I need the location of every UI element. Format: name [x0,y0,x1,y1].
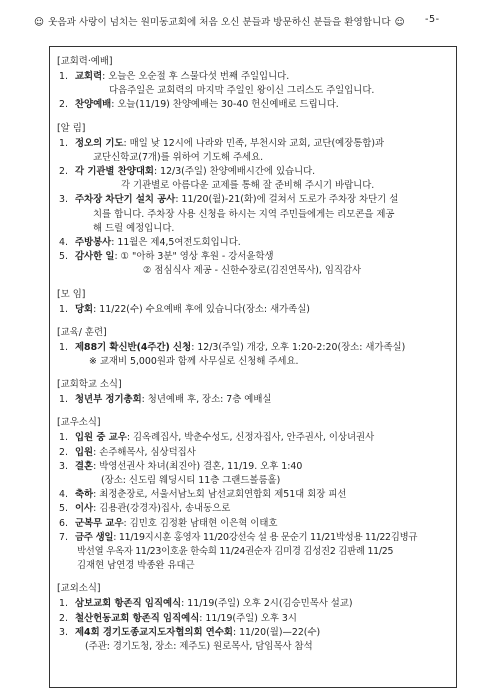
item-text: : 11월은 제4,5여전도회입니다. [111,237,241,249]
section-title: [모 임] [57,288,86,300]
item-label: 당회 [75,303,94,315]
item-label: 철산헌동교회 항존직 임직예식 [75,612,200,624]
item-continuation: 각 기관별로 아름다운 교제를 통해 잘 준비해 주시기 바랍니다. [121,180,375,192]
item-text: : 박영선권사 차녀(최진아) 결혼, 11/19. 오후 1:40 [93,460,303,472]
list-item: 1. 정오의 기도: 매일 낮 12시에 나라와 민족, 부천시와 교회, 교단(예장통합)과 [59,137,385,149]
item-text: : 김옥례집사, 박춘수성도, 신정자집사, 안주권사, 이상녀권사 [126,432,375,444]
section-title: [교회력·예배] [57,56,113,67]
item-text: : 매일 낮 12시에 나라와 민족, 부천시와 교회, 교단(예장통합)과 [123,137,385,149]
item-continuation: ② 점심식사 제공 - 신한수장로(김진연목사), 임직감사 [143,265,362,277]
section-external [57,581,452,654]
item-label: 제88기 확신반(4주간) 신청 [75,341,192,353]
welcome-line [33,14,406,28]
item-continuation: 치를 합니다. 주차장 사용 신청을 하시는 지역 주민들에게는 리모콘을 제공 [93,208,395,220]
item-continuation: 다음주일은 교회력의 마지막 주일인 왕이신 그리스도 주일입니다. [109,85,375,97]
section-meeting [57,287,452,317]
list-item: 1. 청년부 정기총회: 청년예배 후, 장소: 7층 예배실 [59,394,272,406]
item-label: 감사한 일 [75,251,115,263]
item-label: 각 기관별 찬양대회 [75,166,154,178]
section-title: [교우소식] [57,417,101,429]
item-label: 입원 중 교우 [75,432,127,444]
item-label: 금주 생일 [75,531,114,543]
item-label: 찬양예배 [75,99,112,111]
item-label: 청년부 정기총회 [75,394,142,406]
list-item: 3. 결혼: 박영선권사 차녀(최진아) 결혼, 11/19. 오후 1:40 [59,460,303,472]
item-text: : 11/19(주일) 오후 2시(김승민목사 설교) [181,598,353,610]
list-item: 1. 입원 중 교우: 김옥례집사, 박춘수성도, 신정자집사, 안주권사, 이상녀권사 [59,432,375,444]
smiley-icon: ☺ [394,17,405,28]
item-label: 교회력 [75,71,103,82]
list-item: 1. 교회력: 오늘은 오순절 후 스물다섯 번째 주일입니다. [59,71,290,82]
smiley-icon: ☺ [33,17,44,28]
item-label: 군복무 교우 [75,517,124,529]
list-item: 1. 제88기 확신반(4주간) 신청: 12/3(주일) 개강, 오후 1:20-2:20(장소: 새가족실) [59,341,406,353]
list-item: 2. 철산헌동교회 항존직 임직예식: 11/19(주일) 오후 3시 [59,612,297,624]
item-text: : 김용관(강경자)집사, 송내동으로 [93,503,231,515]
item-text: : 11/22(수) 수요예배 후에 있습니다(장소: 새가족실) [93,303,310,315]
section-worship [57,54,452,113]
item-text: : 청년예배 후, 장소: 7층 예배실 [141,394,272,406]
list-item: 2. 각 기관별 찬양대회: 12/3(주일) 찬양예배시간에 있습니다. [59,166,316,178]
list-item: 3. 제4회 경기도종교지도자협의회 연수회: 11/20(월)—22(수) [59,626,321,638]
bulletin-content [57,54,452,662]
list-item: 5. 감사한 일: ① "아하 3분" 영상 후원 - 강서윤학생 [59,251,274,263]
item-text: : 12/3(주일) 개강, 오후 1:20-2:20(장소: 새가족실) [191,341,406,353]
item-text: : ① "아하 3분" 영상 후원 - 강서윤학생 [114,251,274,263]
item-label: 결혼 [75,460,94,472]
item-label: 이사 [75,503,94,515]
item-label: 축하 [75,489,94,501]
item-label: 정오의 기도 [75,137,124,149]
item-text: : 김민호 김정환 남태현 이은혁 이태호 [123,517,278,529]
item-text: : 12/3(주일) 찬양예배시간에 있습니다. [153,166,316,178]
list-item: 5. 이사: 김용관(강경자)집사, 송내동으로 [59,503,231,515]
item-continuation: ※ 교재비 5,000원과 함께 사무실로 신청해 주세요. [89,356,299,368]
item-text: : 11/20(월)-21(화)에 걸쳐서 도로가 주차장 차단기 설 [175,194,399,206]
section-notices [57,121,452,279]
list-item: 2. 찬양예배: 오늘(11/19) 찬양예배는 30-40 헌신예배로 드립니다. [59,99,339,111]
item-text: : 최정춘장로, 서울서남노회 남선교회연합회 제51대 회장 피선 [93,489,347,501]
item-label: 주차장 차단기 설치 공사 [75,194,176,206]
section-title: [교회학교 소식] [57,379,122,391]
item-continuation: 박선열 우옥자 11/23이호윤 한숙희 11/24권순자 김미경 김성진2 김판례 11/25 [77,546,394,558]
item-continuation: (주관: 경기도청, 장소: 제주도) 원로목사, 담임목사 참석 [85,641,313,653]
item-continuation: 김재현 남연경 박종완 유대근 [77,560,195,572]
page-number: -5- [425,14,440,25]
item-text: : 11/19지시훈 홍영자 11/20강선숙 설 용 문순기 11/21박성용 11/22김병규 [113,531,418,543]
list-item: 3. 주차장 차단기 설치 공사: 11/20(월)-21(화)에 걸쳐서 도로가 주차장 차단기 설 [59,194,399,206]
item-text: : 오늘은 오순절 후 스물다섯 번째 주일입니다. [102,71,290,82]
item-label: 주방봉사 [75,237,112,249]
item-text: : 손주해목사, 심상덕집사 [93,446,196,458]
list-item: 6. 군복무 교우: 김민호 김정환 남태현 이은혁 이태호 [59,517,278,529]
list-item: 4. 축하: 최정춘장로, 서울서남노회 남선교회연합회 제51대 회장 피선 [59,489,347,501]
item-label: 삼보교회 항존직 임직예식 [75,598,182,610]
list-item: 1. 당회: 11/22(수) 수요예배 후에 있습니다(장소: 새가족실) [59,303,310,315]
section-title: [알 림] [57,122,86,134]
item-label: 제4회 경기도종교지도자협의회 연수회 [75,626,233,638]
item-label: 입원 [75,446,94,458]
list-item: 1. 삼보교회 항존직 임직예식: 11/19(주일) 오후 2시(김승민목사 설교) [59,598,353,610]
welcome-text: 웃음과 사랑이 넘치는 원미동교회에 처음 오신 분들과 방문하신 분들을 환영합니다 [48,17,391,28]
item-continuation: (장소: 신도림 웨딩시티 11층 그랜드볼룸홀) [101,475,281,487]
section-members [57,415,452,573]
item-text: : 11/19(주일) 오후 3시 [199,612,297,624]
item-text: : 오늘(11/19) 찬양예배는 30-40 헌신예배로 드립니다. [111,99,339,111]
item-continuation: 해 드릴 예정입니다. [93,222,175,234]
item-continuation: 교단신학교(7개)를 위하여 기도해 주세요. [93,151,264,163]
list-item: 7. 금주 생일: 11/19지시훈 홍영자 11/20강선숙 설 용 문순기 11/21박성용 11/22김병규 [59,531,418,543]
list-item: 4. 주방봉사: 11월은 제4,5여전도회입니다. [59,237,241,249]
section-training [57,325,452,369]
section-title: [교외소식] [57,583,101,595]
item-text: : 11/20(월)—22(수) [232,626,321,638]
list-item: 2. 입원: 손주해목사, 심상덕집사 [59,446,196,458]
section-school [57,377,452,407]
section-title: [교육/ 훈련] [57,326,107,338]
